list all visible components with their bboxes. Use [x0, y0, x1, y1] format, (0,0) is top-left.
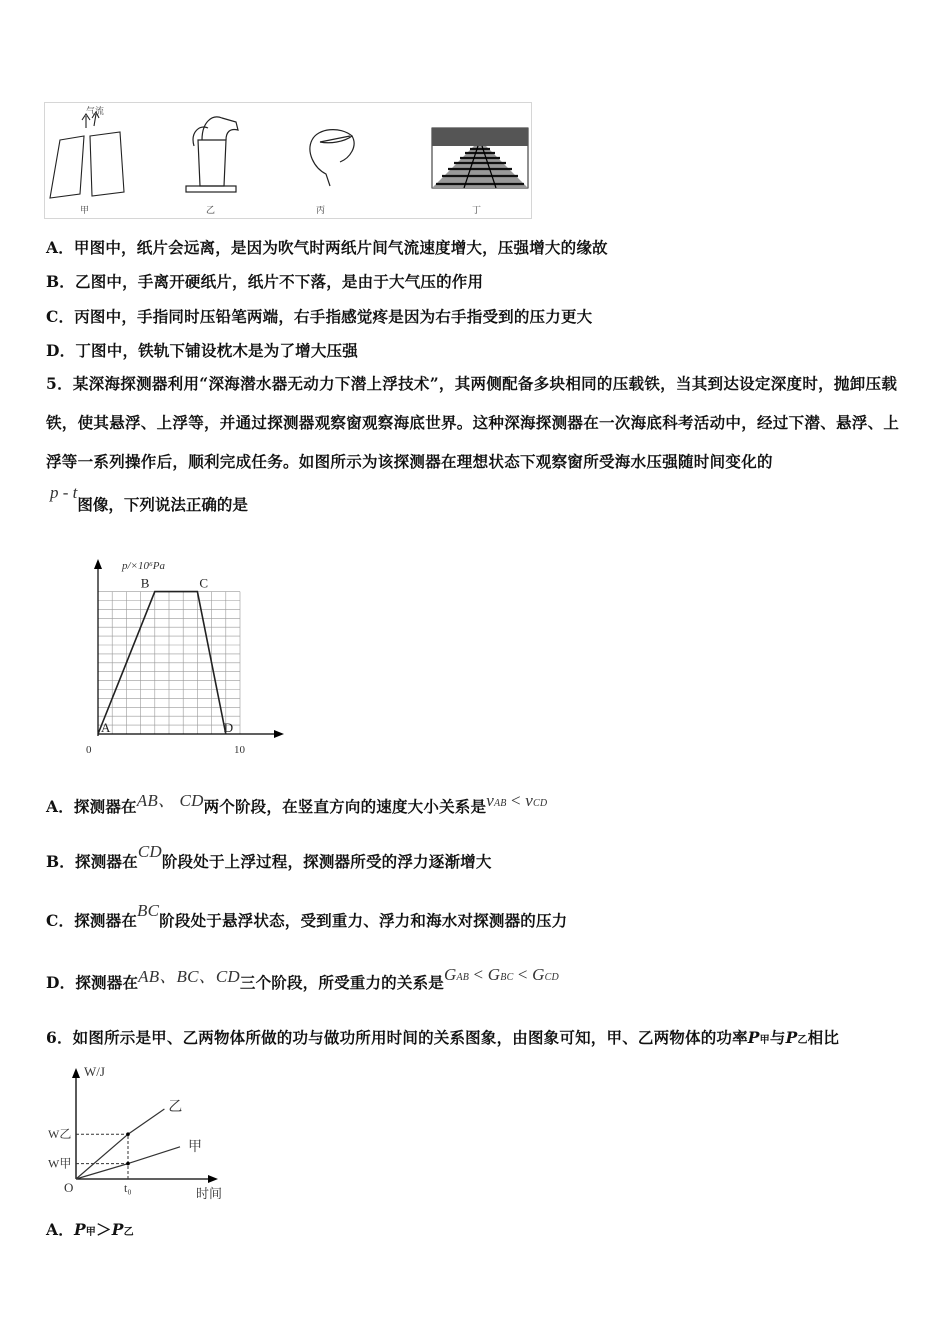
point-label-a: A [101, 720, 111, 735]
q6a-gt: ＞ [96, 1220, 112, 1239]
q5d-prefix: D．探测器在 [46, 973, 139, 992]
y-tick-w-yi: W乙 [48, 1127, 72, 1142]
caption-ding: 丁 [472, 206, 482, 216]
wt-chart-svg [46, 1060, 246, 1210]
q5d-s1: AB [456, 972, 470, 983]
q5a-v2: v [525, 791, 533, 810]
series-line-yi [76, 1109, 164, 1179]
q5-stem-tail: 图像，下列说法正确的是 [77, 495, 248, 514]
q4-option-c: C．丙图中，手指同时压铅笔两端，右手指感觉疼是因为右手指受到的压力更大 [46, 307, 593, 326]
pt-symbol: p - t [50, 483, 78, 502]
q5-stem-end [50, 483, 248, 515]
q6-stem [46, 1026, 839, 1048]
q4-option-d: D．丁图中，铁轨下铺设枕木是为了增大压强 [46, 341, 358, 360]
pencil-fingers-picture [310, 130, 354, 186]
q6a-sub-yi: 乙 [123, 1227, 134, 1238]
q4-option-b: B．乙图中，手离开硬纸片，纸片不下落，是由于大气压的作用 [46, 272, 484, 291]
y-axis-label: W/J [84, 1064, 105, 1079]
origin-label: 0 [86, 744, 92, 756]
q6a-p2: P [111, 1220, 124, 1239]
caption-bing: 丙 [316, 206, 326, 216]
x-axis-arrow [274, 730, 284, 738]
pt-chart-svg [80, 553, 300, 763]
q5d-op2: < [513, 965, 533, 984]
q6-sub-jia: 甲 [759, 1035, 770, 1046]
q5-option-a [46, 792, 547, 817]
q5a-sub1: AB [493, 798, 507, 809]
q6-option-a [46, 1218, 134, 1240]
q5d-g3: G [532, 965, 545, 984]
q5c-rest: 阶段处于悬浮状态，受到重力、浮力和海水对探测器的压力 [159, 911, 568, 930]
q5d-g2: G [487, 965, 501, 984]
q6-p1: P [747, 1028, 760, 1047]
q5a-seg: AB、 CD [136, 791, 204, 810]
q6-stem-b: 相比 [807, 1028, 840, 1047]
q5b-rest: 阶段处于上浮过程，探测器所受的浮力逐渐增大 [161, 852, 492, 871]
x-tick-t0: t₀ [124, 1181, 132, 1195]
point-label-b: B [140, 575, 150, 591]
pt-chart [80, 553, 300, 763]
y-axis-label: p/×10⁶Pa [122, 560, 166, 572]
point-yi-t0 [126, 1132, 130, 1136]
paper-sheets-picture [50, 112, 124, 198]
wt-chart [46, 1060, 246, 1210]
figure-pressure-svg [44, 102, 532, 220]
x-axis-label: 时间 [196, 1186, 223, 1201]
q5b-prefix: B．探测器在 [46, 852, 138, 871]
q5-option-b [46, 842, 492, 872]
series-label-yi: 乙 [168, 1100, 183, 1115]
figure-pressure-examples [44, 102, 532, 220]
q6-sub-yi: 乙 [797, 1035, 808, 1046]
q6a-prefix: A． [46, 1220, 74, 1239]
point-label-d: D [223, 720, 234, 735]
q6-p-jia [748, 1028, 770, 1047]
q5d-s2: BC [500, 972, 514, 983]
q5d-g1: G [443, 965, 457, 984]
q5d-s3: CD [544, 972, 559, 983]
q5a-relation [486, 791, 547, 810]
q6a-sub-jia: 甲 [85, 1227, 96, 1238]
q6-p2: P [785, 1028, 798, 1047]
cup-picture [186, 117, 238, 192]
q5b-seg: CD [137, 842, 162, 861]
series-label-jia: 甲 [188, 1139, 202, 1155]
y-axis-arrow [72, 1068, 80, 1078]
q6a-p1: P [73, 1220, 86, 1239]
q4-option-a: A．甲图中，纸片会远离，是因为吹气时两纸片间气流速度增大，压强增大的缘故 [46, 238, 608, 257]
x-axis-arrow [208, 1175, 218, 1183]
q6-stem-a: 6．如图所示是甲、乙两物体所做的功与做功所用时间的关系图象，由图象可知，甲、乙两物体的功率 [46, 1028, 748, 1047]
q5a-op: < [506, 791, 526, 810]
q5c-prefix: C．探测器在 [46, 911, 138, 930]
y-tick-w-jia: W甲 [48, 1156, 72, 1171]
q6-yu: 与 [769, 1028, 786, 1047]
point-jia-t0 [126, 1162, 130, 1166]
q5d-relation [444, 965, 559, 984]
caption-jia: 甲 [80, 206, 90, 216]
q5a-v1: v [486, 791, 494, 810]
origin-label: O [64, 1180, 74, 1195]
q5d-mid: 三个阶段，所受重力的关系是 [239, 973, 444, 992]
point-label-c: C [199, 575, 209, 591]
q5a-sub2: CD [533, 798, 548, 809]
railway-picture [432, 128, 528, 188]
q5-stem: 5．某深海探测器利用“深海潜水器无动力下潜上浮技术”，其两侧配备多块相同的压载铁，当其到达设定深度时，抛卸压载铁，使其悬浮、上浮等，并通过探测器观察窗观察海底世界。这种深海探测器在一次海底科考活动中，经过下潜、悬浮、上浮等一系列操作后，顺利完成任务。如图所示为该探测器在理想状态下观察窗所受海水压强随时间变化的 [46, 374, 900, 471]
q5c-seg: BC [137, 901, 160, 920]
q5d-op1: < [469, 965, 488, 984]
airflow-label: 气流 [86, 107, 105, 117]
caption-yi: 乙 [206, 206, 216, 216]
y-axis-arrow [94, 559, 102, 569]
q5-option-c [46, 901, 568, 931]
q5d-seg: AB、BC、CD [138, 967, 240, 986]
x-tick-label: 10 [234, 744, 245, 756]
q6-p-yi [786, 1028, 808, 1047]
q5-option-d [46, 965, 559, 993]
q5a-prefix: A．探测器在 [46, 797, 137, 816]
q5a-mid: 两个阶段，在竖直方向的速度大小关系是 [203, 797, 487, 816]
